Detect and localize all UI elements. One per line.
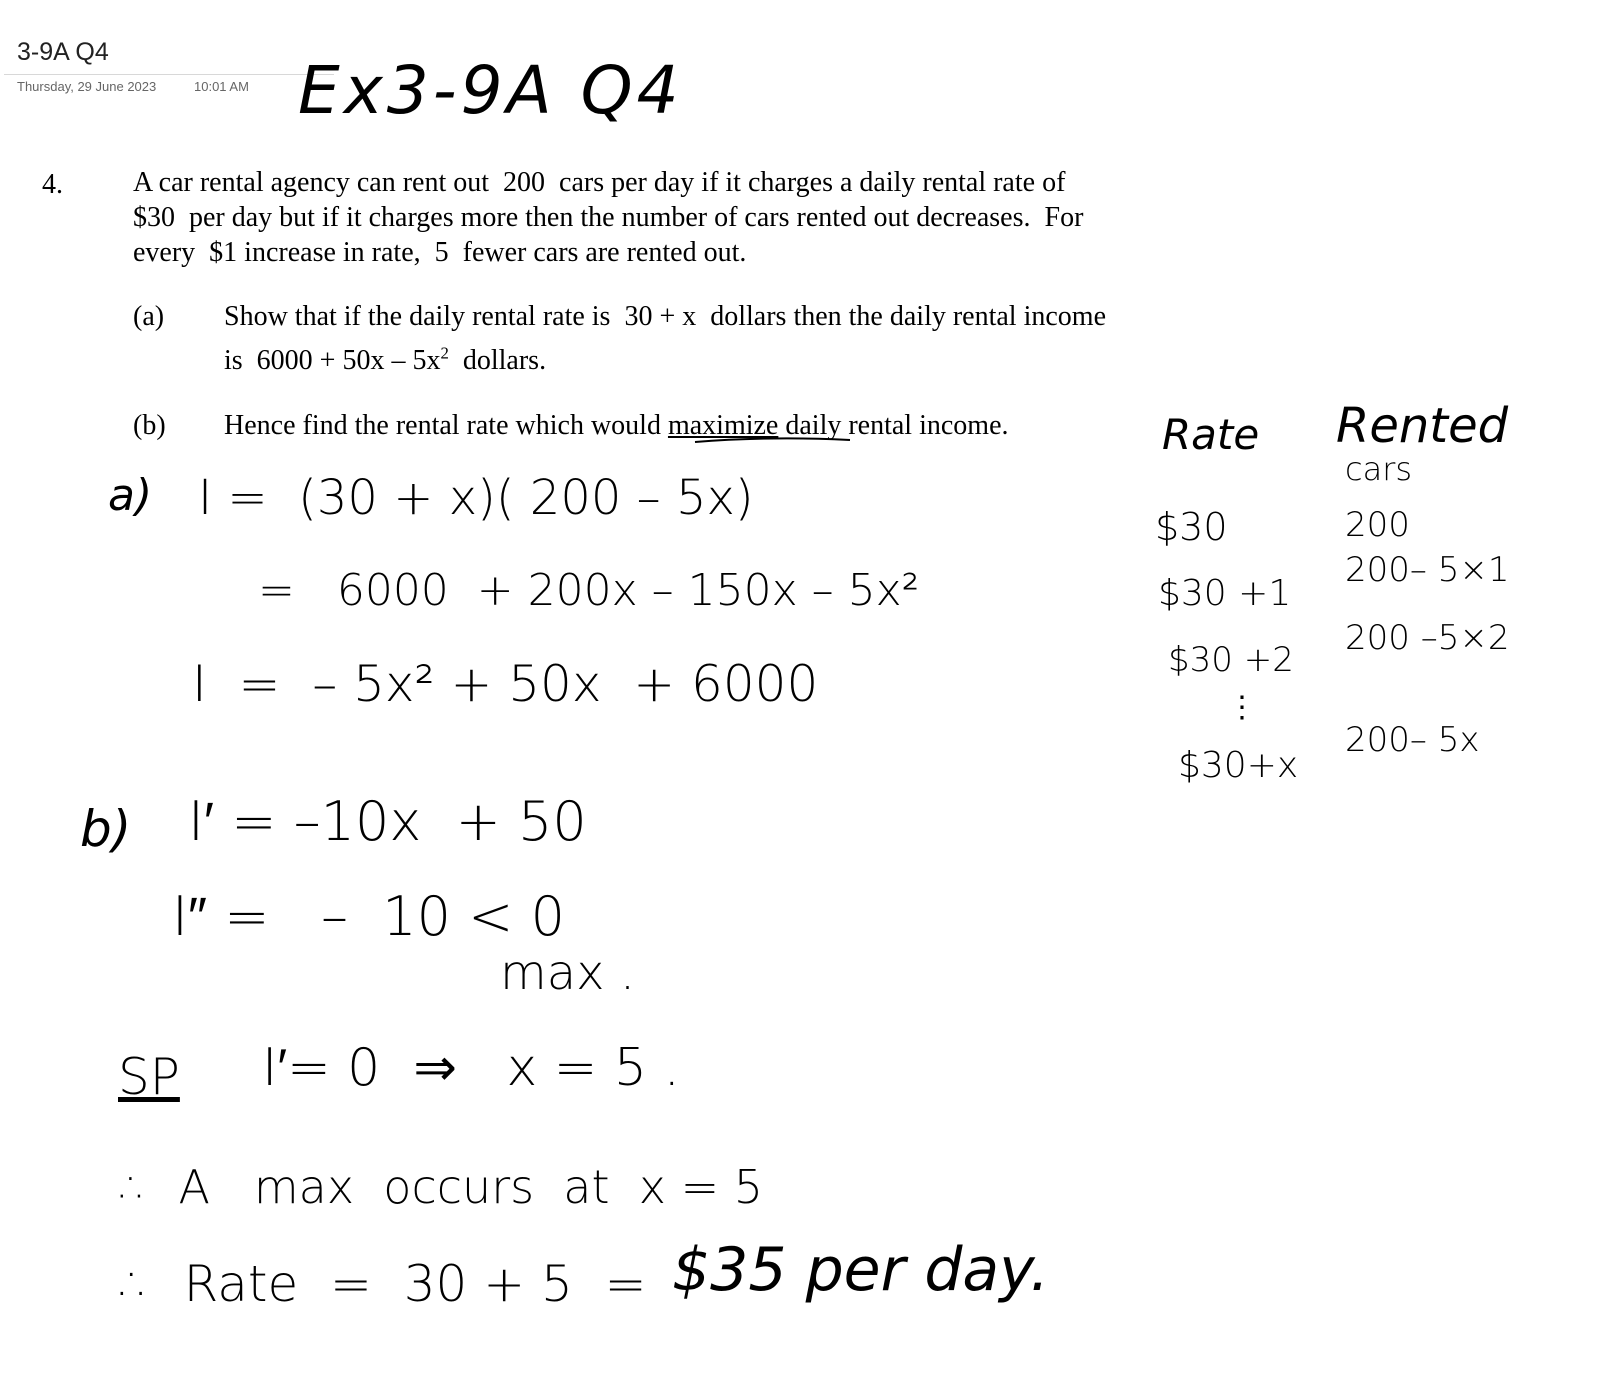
working-a-line-2: = 6000 + 200x – 150x – 5x² [258, 565, 920, 616]
part-a-exponent: 2 [440, 343, 449, 363]
working-b-line-1: I′ = –10x + 50 [188, 790, 587, 853]
question-line-2: $30 per day but if it charges more then the number of cars rented out decreases. For [133, 202, 1084, 233]
working-a-line-3: I = – 5x² + 50x + 6000 [192, 655, 819, 713]
working-a-label: a) [108, 470, 153, 521]
working-b-line-5: ∴ A max occurs at x = 5 [120, 1160, 764, 1214]
table-rate-2: $30 +1 [1158, 573, 1292, 614]
final-answer: $35 per day. [672, 1235, 1050, 1305]
part-b-pre: Hence find the rental rate which would [224, 410, 668, 441]
page-title[interactable]: 3-9A Q4 [17, 38, 109, 66]
table-header-rented: Rented [1336, 398, 1509, 454]
handwritten-heading: Ex3-9A Q4 [298, 52, 683, 129]
table-ellipsis: ⋮ [1227, 690, 1257, 725]
page-time: 10:01 AM [194, 79, 249, 94]
part-b-post: daily rental income. [778, 410, 1009, 441]
table-rate-3: $30 +2 [1168, 640, 1294, 680]
part-a-expr: is 6000 + 50x – 5x [224, 345, 441, 376]
table-cars-3: 200 –5×2 [1345, 618, 1510, 658]
working-a-line-1: I = (30 + x)( 200 – 5x) [198, 470, 754, 526]
working-b-sp: SP [118, 1048, 180, 1106]
table-cars-1: 200 [1345, 505, 1410, 545]
part-a-end: dollars. [448, 345, 547, 376]
part-b-line [224, 408, 1009, 443]
table-rate-1: $30 [1155, 505, 1228, 549]
part-a-line-1: Show that if the daily rental rate is 30 + x dollars then the daily rental income [224, 301, 1106, 332]
question-number: 4. [42, 169, 63, 200]
table-cars-x: 200– 5x [1345, 720, 1480, 760]
part-a-line-2 [224, 343, 546, 378]
table-header-cars: cars [1345, 450, 1413, 488]
page-date: Thursday, 29 June 2023 [17, 79, 157, 94]
working-b-label: b) [80, 800, 132, 858]
part-a-label: (a) [133, 301, 165, 332]
question-line-1: A car rental agency can rent out 200 cars per day if it charges a daily rental rate of [133, 167, 1066, 198]
question-line-3: every $1 increase in rate, 5 fewer cars are rented out. [133, 237, 747, 268]
ink-underline [690, 430, 860, 450]
part-b-label: (b) [133, 410, 166, 441]
working-b-line-2: I″ = – 10 < 0 [172, 885, 565, 948]
table-rate-x: $30+x [1178, 745, 1299, 786]
working-b-line-4: I′= 0 ⇒ x = 5 . [262, 1038, 681, 1098]
title-divider [4, 74, 334, 75]
working-b-line-6: ∴ Rate = 30 + 5 = [120, 1255, 647, 1313]
table-header-rate: Rate [1162, 410, 1260, 459]
working-b-max: max . [500, 945, 636, 1001]
part-b-underlined-word: maximize [667, 410, 779, 441]
table-cars-2: 200– 5×1 [1345, 550, 1510, 590]
